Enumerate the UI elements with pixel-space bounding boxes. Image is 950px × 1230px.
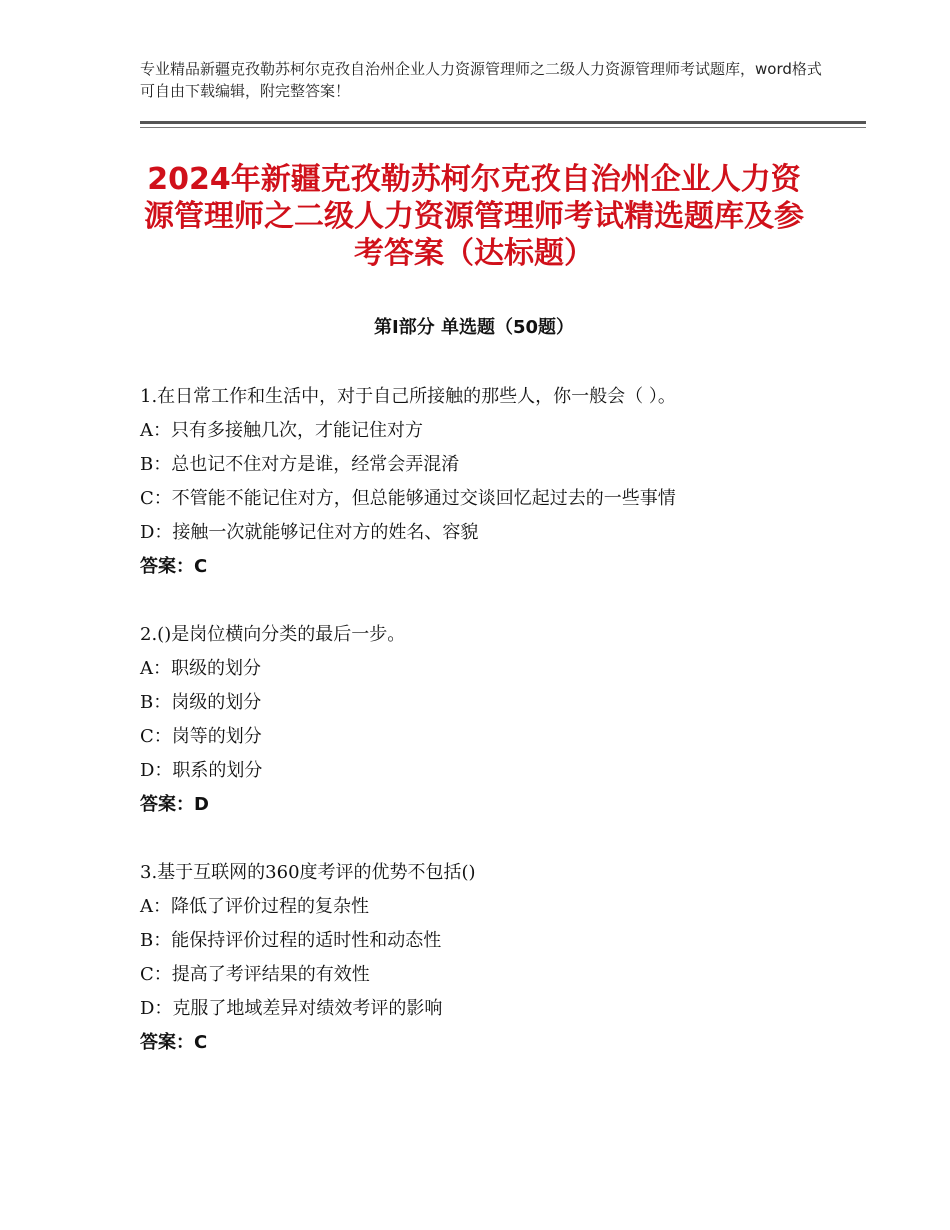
option-b: B：总也记不住对方是谁，经常会弄混淆 [140,454,460,475]
option-b: B：能保持评价过程的适时性和动态性 [140,930,442,951]
question-stem: 3.基于互联网的360度考评的优势不包括() [140,862,476,883]
header-divider-thick [140,121,866,124]
header-note: 专业精品新疆克孜勒苏柯尔克孜自治州企业人力资源管理师之二级人力资源管理师考试题库，word格式可自由下载编辑，附完整答案！ [140,60,822,100]
option-b: B：岗级的划分 [140,692,262,713]
section-title: 第Ⅰ部分 单选题（50题） [373,317,574,338]
answer-label: 答案：C [140,1032,208,1053]
question-stem: 2.()是岗位横向分类的最后一步。 [140,624,406,645]
question-3 [140,856,840,1060]
question-list [140,380,840,1094]
question-1 [140,380,840,584]
option-d: D：职系的划分 [140,760,263,781]
option-c: C：不管能不能记住对方，但总能够通过交谈回忆起过去的一些事情 [140,488,676,509]
option-a: A：降低了评价过程的复杂性 [140,896,369,917]
question-stem: 1.在日常工作和生活中，对于自己所接触的那些人，你一般会（ ）。 [140,386,676,407]
document-title: 2024年新疆克孜勒苏柯尔克孜自治州企业人力资源管理师之二级人力资源管理师考试精选题库及参考答案（达标题） [144,162,804,271]
answer-label: 答案：D [140,794,209,815]
option-d: D：接触一次就能够记住对方的姓名、容貌 [140,522,479,543]
question-2 [140,618,840,822]
header-divider-thin [140,127,866,128]
option-c: C：岗等的划分 [140,726,262,747]
option-a: A：只有多接触几次，才能记住对方 [140,420,423,441]
option-c: C：提高了考评结果的有效性 [140,964,370,985]
option-a: A：职级的划分 [140,658,261,679]
option-d: D：克服了地域差异对绩效考评的影响 [140,998,443,1019]
answer-label: 答案：C [140,556,208,577]
